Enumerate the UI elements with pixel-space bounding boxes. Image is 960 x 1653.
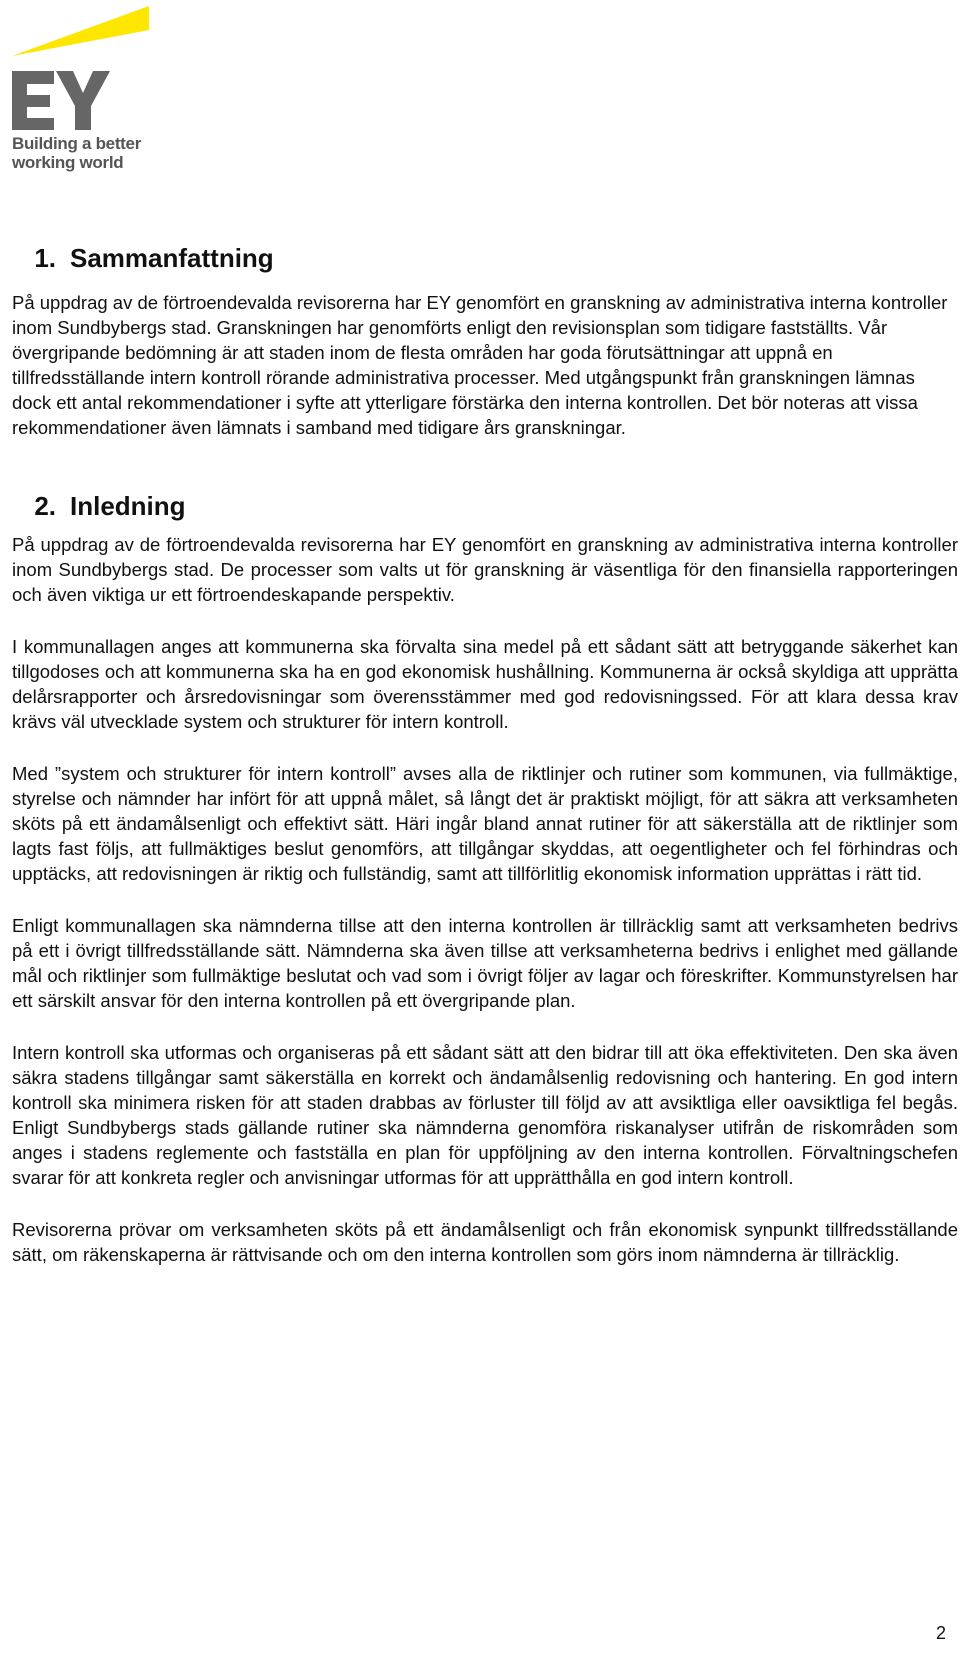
ey-logo <box>12 6 162 176</box>
section-title: Inledning <box>70 491 186 521</box>
intro-paragraph-2: I kommunallagen anges att kommunerna ska förvalta sina medel på ett sådant sätt att betryggande säkerhet kan tillgodoses och att kommunerna ska ha en god ekonomisk hushållning. Kommunerna är också skyldiga att upprätta delårsrapporter och årsredovisningar som överensstämmer med god redovisningssed. För att klara dessa krav krävs väl utvecklade system och strukturer för intern kontroll. <box>12 636 958 732</box>
intro-paragraph-1: På uppdrag av de förtroendevalda revisorerna har EY genomfört en granskning av administrativa interna kontroller inom Sundbybergs stad. De processer som valts ut för granskning är väsentliga för den finansiella rapporteringen och även viktiga ur ett förtroendeskapande perspektiv. <box>12 534 958 605</box>
page-number: 2 <box>935 1623 946 1643</box>
summary-paragraph: På uppdrag av de förtroendevalda revisorerna har EY genomfört en granskning av administrativa interna kontroller inom Sundbybergs stad. Granskningen har genomförts enligt den revisionsplan som tidigare fastställts. Vår övergripande bedömning är att staden inom de flesta områden har goda förutsättningar att uppnå en tillfredsställande intern kontroll rörande administrativa processer. Med utgångspunkt från granskningen lämnas dock ett antal rekommendationer i syfte att ytterligare förstärka den interna kontrollen. Det bör noteras att vissa rekommendationer även lämnats i samband med tidigare års granskningar. <box>12 292 948 438</box>
ey-logo-mark <box>12 6 162 131</box>
section-heading-inledning <box>12 488 958 524</box>
ey-wordmark <box>12 71 110 130</box>
section-title: Sammanfattning <box>70 243 274 273</box>
section-number: 1. <box>34 243 56 273</box>
ey-tagline <box>12 134 162 172</box>
ey-yellow-beam <box>12 6 149 56</box>
intro-paragraph-5: Intern kontroll ska utformas och organiseras på ett sådant sätt att den bidrar till att öka effektiviteten. Den ska även säkra stadens tillgångar samt säkerställa en korrekt och ändamålsenlig redovisning och hantering. En god intern kontroll ska minimera risken för att staden drabbas av förluster till följd av att avsiktliga eller oavsiktliga fel begås. Enligt Sundbybergs stads gällande rutiner ska nämnderna genomföra riskanalyser utifrån de riskområden som anges i stadens reglemente och fastställa en plan för uppföljning av den interna kontrollen. Förvaltningschefen svarar för att konkreta regler och anvisningar utformas för att upprätthålla en god intern kontroll. <box>12 1042 958 1188</box>
ey-tagline-line-2: working world <box>12 153 124 172</box>
intro-paragraph-3: Med ”system och strukturer för intern kontroll” avses alla de riktlinjer och rutiner som kommunen, via fullmäktige, styrelse och nämnder har infört för att uppnå målet, så långt det är praktiskt möjligt, för att säkra att verksamheten sköts på ett ändamålsenligt och effektivt sätt. Häri ingår bland annat rutiner för att säkerställa att de riktlinjer som lagts fast följs, att fullmäktiges beslut genomförs, att tillgångar skyddas, att oegentligheter och fel förhindras och upptäcks, att redovisningen är riktig och fullständig, samt att tillförlitlig ekonomisk information upprättas i rätt tid. <box>12 763 958 884</box>
section-number: 2. <box>34 491 56 521</box>
section-heading-sammanfattning <box>12 240 958 276</box>
ey-tagline-line-1: Building a better <box>12 134 142 153</box>
intro-paragraph-6: Revisorerna prövar om verksamheten sköts på ett ändamålsenligt och från ekonomisk synpunkt tillfredsställande sätt, om räkenskaperna är rättvisande och om den interna kontrollen som görs inom nämnderna är tillräcklig. <box>12 1219 958 1265</box>
document-body <box>12 240 958 1294</box>
intro-paragraph-4: Enligt kommunallagen ska nämnderna tillse att den interna kontrollen är tillräcklig samt att verksamheten bedrivs på ett i övrigt tillfredsställande sätt. Nämnderna ska även tillse att verksamheterna bedrivs i enlighet med gällande mål och riktlinjer som fullmäktige beslutat och vad som i övrigt följer av lagar och föreskrifter. Kommunstyrelsen har ett särskilt ansvar för den interna kontrollen på ett övergripande plan. <box>12 915 958 1011</box>
